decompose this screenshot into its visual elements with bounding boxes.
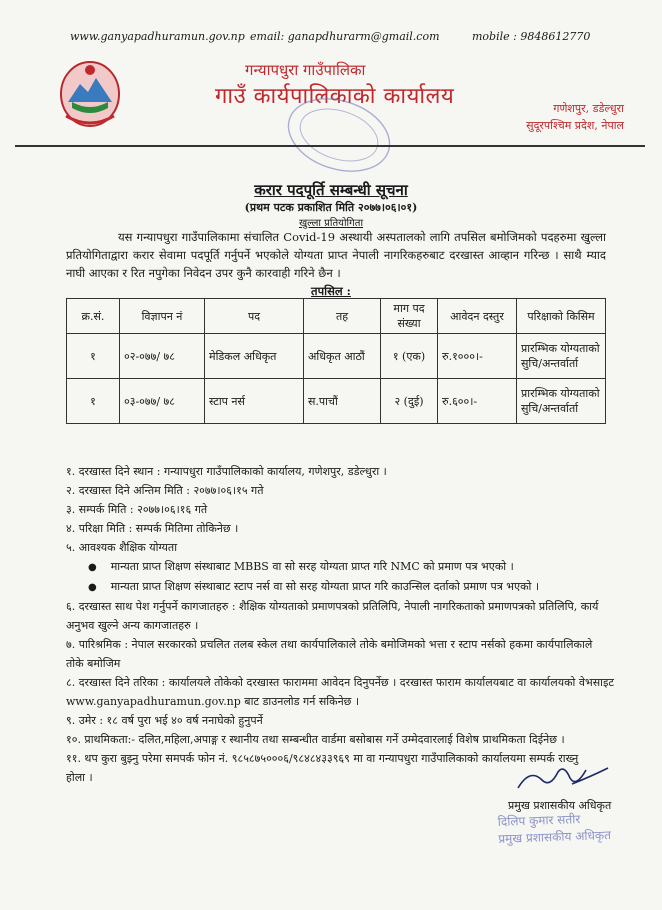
cell-level: स.पाचौं xyxy=(304,379,381,424)
cell-serial: १ xyxy=(67,334,120,379)
point-documents: ६. दरखास्त साथ पेश गर्नुपर्ने कागजातहरु : शैक्षिक योग्यताको प्रमाणपत्रको प्रतिलिपि, नेपाली नागरिकताको प्रमाणपत्रको प्रतिलिपि, कार्य xyxy=(66,600,599,613)
col-fee: आवेदन दस्तुर xyxy=(438,299,517,334)
office-name: गाउँ कार्यपालिकाको कार्यालय xyxy=(215,84,455,109)
signatory-stamp xyxy=(497,810,611,848)
cell-ad-no: ०३-०७७/ ७८ xyxy=(120,379,205,424)
notice-title: करार पदपूर्ति सम्बन्धी सूचना xyxy=(254,181,408,199)
cell-post: मेडिकल अधिकृत xyxy=(205,334,304,379)
stamp-designation: प्रमुख प्रशासकीय अधिकृत xyxy=(498,828,612,846)
cell-fee: रु.६००।- xyxy=(438,379,517,424)
signatory-title: प्रमुख प्रशासकीय अधिकृत xyxy=(508,799,612,812)
office-seal-stamp xyxy=(282,95,397,175)
address-line-2: सुदूरपश्चिम प्रदेश, नेपाल xyxy=(526,119,624,132)
point-exam-date: ४. परिक्षा मिति : सम्पर्क मितिमा तोकिनेछ । xyxy=(66,522,239,535)
vacancy-table xyxy=(66,298,606,424)
table-header-row xyxy=(67,299,606,334)
contact-bar xyxy=(70,30,590,46)
point-priority: १०. प्राथमिकता:- दलित,महिला,अपाङ्ग र स्थानीय तथा सम्बन्धीत वार्डमा बसोबास गर्ने उम्मेदवारलाई विशेष प्राथमिकता दिईनेछ । xyxy=(66,733,565,746)
point-documents-cont: अनुभव खुल्ने अन्य कागजातहरु । xyxy=(66,619,199,632)
cell-exam-type: प्रारम्भिक योग्यताको सुचि/अन्तर्वार्ता xyxy=(517,379,606,424)
website-link[interactable]: www.ganyapadhuramun.gov.np xyxy=(70,30,245,43)
cell-exam-type: प्रारम्भिक योग्यताको सुचि/अन्तर्वार्ता xyxy=(517,334,606,379)
email-text[interactable]: email: ganapdhurarm@gmail.com xyxy=(250,30,440,43)
point-method-cont: www.ganyapadhuramun.gov.np बाट डाउनलोड गर्न सकिनेछ । xyxy=(66,695,360,708)
point-contact-date: ३. सम्पर्क मिति : २०७७।०६।१६ गते xyxy=(66,503,208,516)
point-salary: ७. पारिश्रमिक : नेपाल सरकारको प्रचलित तलब स्केल तथा कार्यपालिकाले तोके बमोजिमको भत्ता र स्टाप नर्सको हकमा कार्यपालिकाले xyxy=(66,638,593,651)
cell-count: २ (दुई) xyxy=(381,379,438,424)
org-name: गन्यापधुरा गाउँपालिका xyxy=(245,61,366,79)
point-qualification: ५. आवश्यक शैक्षिक योग्यता xyxy=(66,541,178,554)
cell-level: अधिकृत आठौं xyxy=(304,334,381,379)
cell-post: स्टाप नर्स xyxy=(205,379,304,424)
point-age: ९. उमेर : १८ वर्ष पुरा भई ४० वर्ष ननाघेको हुनुपर्ने xyxy=(66,714,263,727)
nepal-emblem-icon xyxy=(58,58,122,128)
competition-type: खुल्ला प्रतियोगिता xyxy=(298,218,364,229)
col-serial: क्र.सं. xyxy=(67,299,120,334)
cell-fee: रु.१०००।- xyxy=(438,334,517,379)
intro-paragraph: यस गन्यापधुरा गाउँपालिकामा संचालित Covid-19 अस्थायी अस्पतालको लागि तपसिल बमोजिमको पदहरुमा खुल्ला प्रतियोगिताद्वारा करार सेवामा पदपूर्ति गर्नुपर्ने भएकोले योग्यता प्राप्त नेपाली नागरिकहरुबाट दरखास्त आव्हान गरिन्छ । साथै म्याद नाघी आएका र रित नपुगेका निवेदन उपर कुनै कारवाही गरिने छैन । xyxy=(66,230,606,280)
conditions-list xyxy=(66,462,614,787)
col-exam-type: परिक्षाको किसिम xyxy=(517,299,606,334)
point-contact-info: ११. थप कुरा बुझ्नु परेमा समपर्क फोन नं. ९८५८७५०००६/९८४८४३३९६९ मा वा गन्यापधुरा गाउँपालिकाको कार्यालयमा सम्पर्क राख्नु xyxy=(66,752,579,765)
mobile-text: mobile : 9848612770 xyxy=(472,30,591,43)
cell-ad-no: ०२-०७७/ ७८ xyxy=(120,334,205,379)
table-row xyxy=(67,379,606,424)
point-contact-info-cont: होला । xyxy=(66,771,93,784)
col-count: माग पद संख्या xyxy=(381,299,438,334)
notice-subtitle: (प्रथम पटक प्रकाशित मिति २०७७।०६।०१) xyxy=(244,201,418,214)
office-address xyxy=(526,100,624,134)
header-divider xyxy=(15,145,645,147)
table-caption: तपसिल : xyxy=(311,284,351,298)
col-ad-no: विज्ञापन नं xyxy=(120,299,205,334)
address-line-1: गणेशपुर, डडेल्धुरा xyxy=(553,102,624,115)
point-deadline: २. दरखास्त दिने अन्तिम मिति : २०७७।०६।१५ गते xyxy=(66,484,264,497)
col-level: तह xyxy=(304,299,381,334)
qualification-bullet: ● मान्यता प्राप्त शिक्षण संस्थाबाट स्टाप नर्स वा सो सरह योग्यता प्राप्त गरि काउन्सिल दर्ताको प्रमाण पत्र भएको । xyxy=(66,577,611,597)
point-method: ८. दरखास्त दिने तरिका : कार्यालयले तोकेको दरखास्त फाराममा आवेदन दिनुपर्नेछ । दरखास्त फाराम कार्यालयबाट वा कार्यालयको वेभसाइट xyxy=(66,676,614,689)
col-post: पद xyxy=(205,299,304,334)
point-place: १. दरखास्त दिने स्थान : गन्यापधुरा गाउँपालिकाको कार्यालय, गणेशपुर, डडेल्धुरा । xyxy=(66,465,387,478)
handwritten-signature xyxy=(512,758,632,798)
stamp-name: दिलिप कुमार सतीर xyxy=(497,812,581,829)
table-row xyxy=(67,334,606,379)
cell-serial: १ xyxy=(67,379,120,424)
point-salary-cont: तोके बमोजिम xyxy=(66,657,121,670)
qualification-bullet: ● मान्यता प्राप्त शिक्षण संस्थाबाट MBBS वा सो सरह योग्यता प्राप्त गरि NMC को प्रमाण पत्र भएको । xyxy=(66,557,611,577)
cell-count: १ (एक) xyxy=(381,334,438,379)
